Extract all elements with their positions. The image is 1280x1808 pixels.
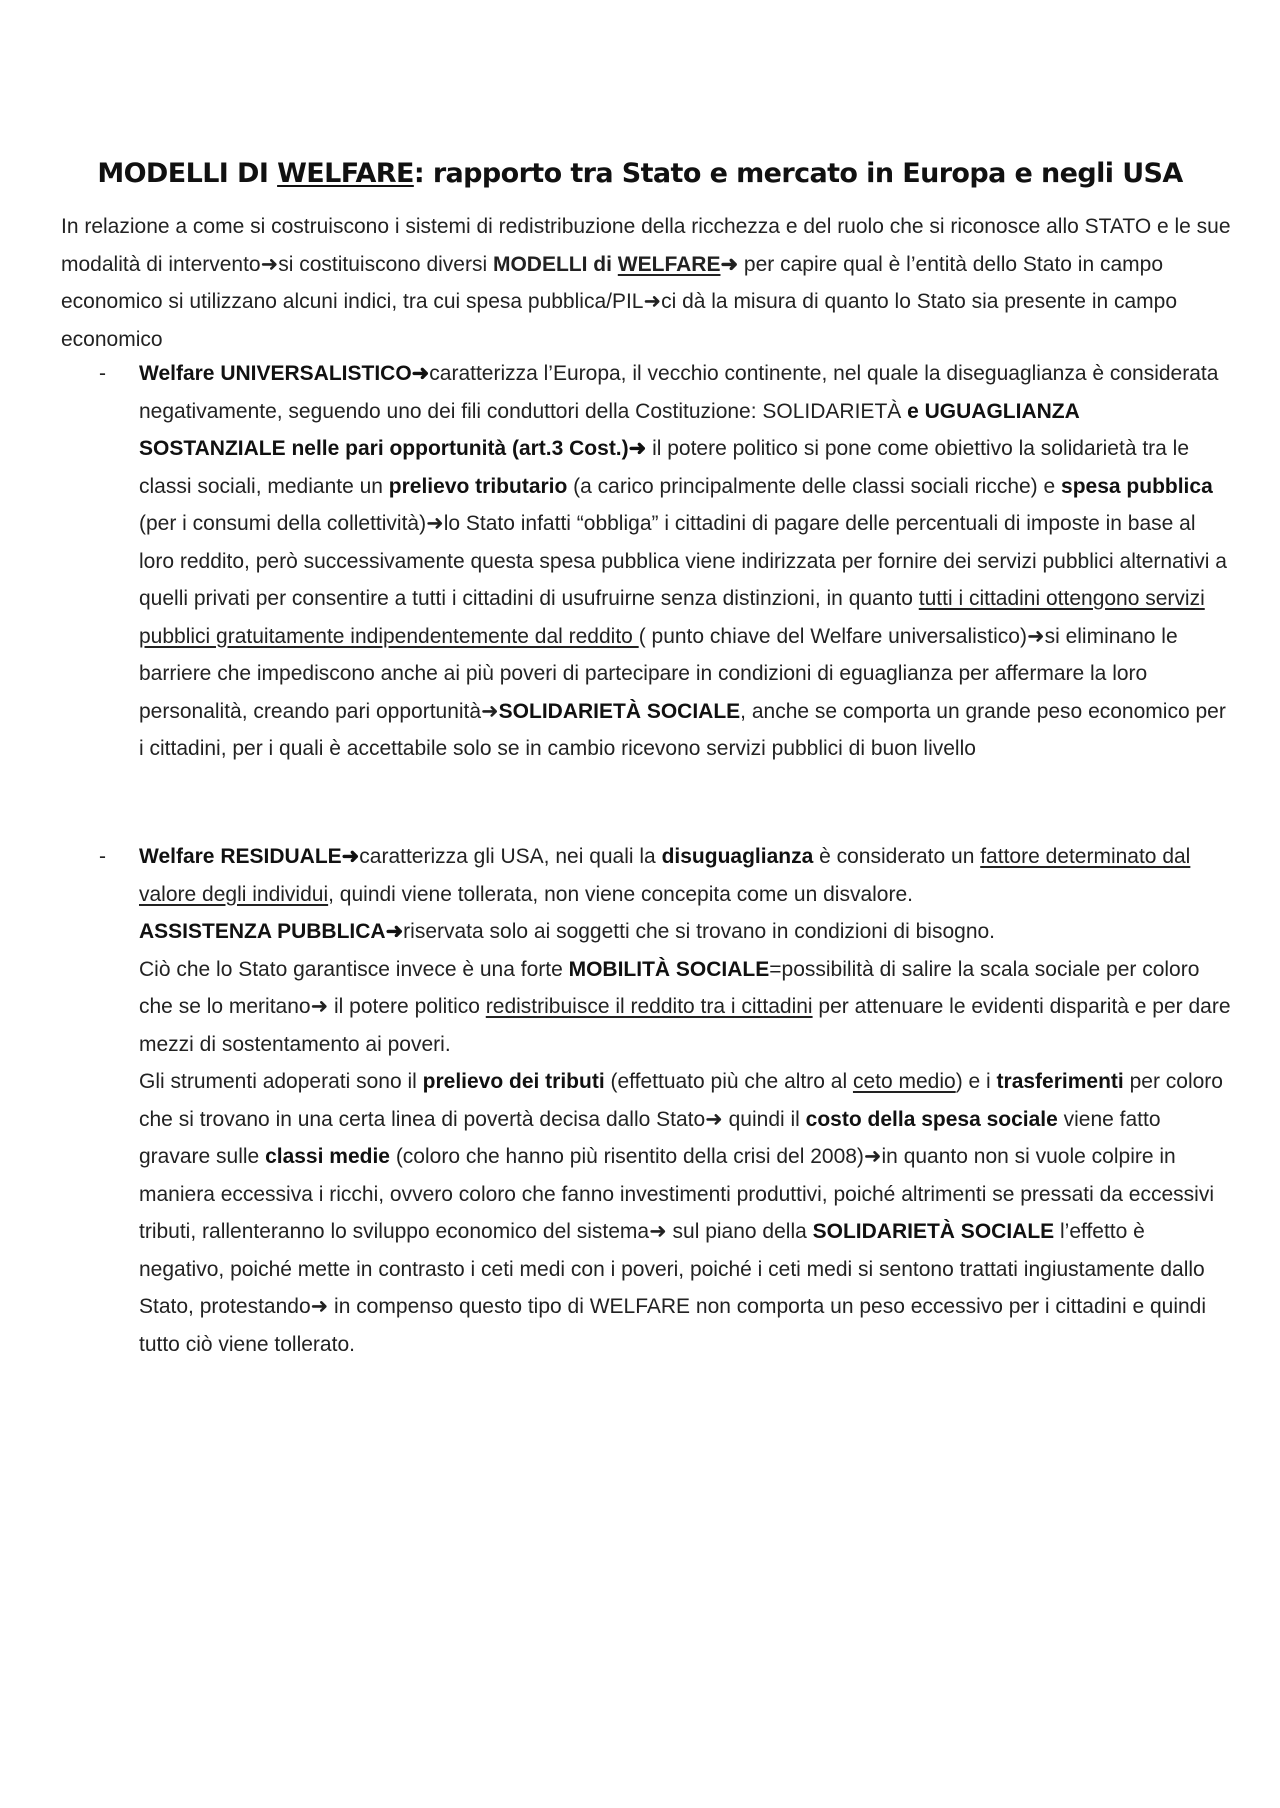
text-span: per coloro che si trovano in una certa linea di povertà decisa dallo Stato➜ quindi il: [139, 1070, 1223, 1131]
text-span: =possibilità di salire la scala sociale per coloro che se lo meritano➜ il potere politico: [139, 957, 1200, 1018]
text-span: (coloro che hanno più risentito della crisi del 2008)➜in quanto non si vuole colpire in maniera eccessiva i ricchi, ovvero coloro che fanno investimenti produttivi, poiché altrimenti se pressati da eccessivi tributi, rallenteranno lo sviluppo economico del sistema➜ sul piano della: [139, 1145, 1214, 1243]
residual-paragraph-1: [139, 838, 1231, 913]
intro-paragraph: [61, 208, 1231, 358]
underlined-span: tutti i cittadini ottengono servizi pubblici gratuitamente indipendentemente dal reddito: [139, 587, 1205, 648]
page-title: [60, 158, 1220, 189]
intro-arrow: ➜: [720, 252, 739, 276]
bold-span: prelievo tributario: [388, 474, 568, 498]
text-span: (effettuato più che altro al: [604, 1070, 853, 1093]
text-span: il potere politico si pone come obiettivo la solidarietà tra le classi sociali, mediante un: [139, 437, 1190, 498]
bold-span: e UGUAGLIANZA SOSTANZIALE nelle pari opportunità (art.3 Cost.)➜: [139, 399, 1080, 460]
text-span: caratterizza gli USA, nei quali la: [359, 845, 662, 868]
intro-text: In relazione a come si costruiscono i sistemi di redistribuzione della ricchezza e del ruolo che si riconosce allo STATO e le sue modalità di intervento➜si costituiscono diversi: [61, 215, 1231, 276]
bold-span: MOBILITÀ SOCIALE: [568, 957, 770, 981]
bullet-dash: -: [99, 845, 106, 868]
bullet-list-residual: [61, 838, 1231, 1363]
text-span: , quindi viene tollerata, non viene concepita come un disvalore.: [328, 882, 913, 906]
text-span: riservata solo ai soggetti che si trovano in condizioni di bisogno.: [403, 920, 996, 943]
title-underlined-word: WELFARE: [277, 158, 414, 189]
bullet-list-universal: [61, 355, 1231, 768]
bold-span: costo della spesa sociale: [805, 1107, 1058, 1131]
text-span: è considerato un: [813, 845, 981, 868]
residual-paragraph-4: [139, 1063, 1231, 1363]
residual-paragraph-3: [139, 951, 1231, 1064]
underlined-span: ceto medio: [852, 1070, 956, 1093]
bold-span: prelievo dei tributi: [422, 1070, 605, 1093]
text-span: per attenuare le evidenti disparità e per dare mezzi di sostentamento ai poveri.: [139, 995, 1231, 1056]
residual-paragraph-2: [139, 913, 1231, 951]
text-span: ) e i: [955, 1070, 997, 1093]
bold-span: spesa pubblica: [1061, 474, 1213, 498]
bold-label: Welfare UNIVERSALISTICO➜: [139, 362, 430, 385]
text-span: ( punto chiave del Welfare universalistico)➜si eliminano le barriere che impediscono anche ai più poveri di partecipare in condizioni di eguaglianza per affermare la loro personalità, creando pari opportunità➜: [139, 624, 1178, 723]
list-item-welfare-residuale: [61, 838, 1231, 1363]
text-span: l’effetto è negativo, poiché mette in contrasto i ceti medi con i poveri, poiché i ceti medi si sentono trattati ingiustamente dallo Stato, protestando➜ in compenso questo tipo di WELFARE non comporta un peso eccessivo per i cittadini e quindi tutto ciò viene tollerato.: [139, 1220, 1207, 1356]
intro-text-end: per capire qual è l’entità dello Stato in campo economico si utilizzano alcuni indici, tra cui spesa pubblica/PIL➜ci dà la misura di quanto lo Stato sia presente in campo economico: [61, 252, 1178, 351]
intro-bold-underlined: WELFARE: [617, 252, 721, 276]
bold-span: SOLIDARIETÀ SOCIALE: [498, 699, 741, 723]
title-text-2: : rapporto tra Stato e mercato in Europa e negli USA: [413, 158, 1183, 189]
intro-bold: MODELLI di: [492, 252, 618, 276]
bold-span: disuguaglianza: [661, 845, 814, 868]
text-span: , anche se comporta un grande peso economico per i cittadini, per i quali è accettabile solo se in cambio ricevono servizi pubblici di buon livello: [139, 699, 1226, 760]
bold-label: ASSISTENZA PUBBLICA➜: [139, 920, 404, 943]
bold-span: classi medie: [265, 1145, 390, 1168]
text-span: (a carico principalmente delle classi sociali ricche) e: [567, 474, 1062, 498]
text-span: caratterizza l’Europa, il vecchio continente, nel quale la diseguaglianza è considerata negativamente, seguendo uno dei fili conduttori della Costituzione: SOLIDARIETÀ: [139, 362, 1219, 423]
underlined-span: fattore determinato dal valore degli individui: [139, 845, 1191, 906]
text-span: (per i consumi della collettività)➜lo Stato infatti “obbliga” i cittadini di pagare delle percentuali di imposte in base al loro reddito, però successivamente questa spesa pubblica viene indirizzata per fornire dei servizi pubblici alternativi a quelli privati per consentire a tutti i cittadini di usufruirne senza distinzioni, in quanto: [139, 512, 1227, 610]
bold-span: trasferimenti: [996, 1070, 1124, 1093]
bold-label: Welfare RESIDUALE➜: [139, 845, 360, 868]
text-span: Gli strumenti adoperati sono il: [139, 1070, 423, 1093]
text-span: Ciò che lo Stato garantisce invece è una forte: [139, 957, 569, 981]
text-span: viene fatto gravare sulle: [139, 1107, 1161, 1168]
bold-span: SOLIDARIETÀ SOCIALE: [812, 1220, 1055, 1243]
title-text-1: MODELLI DI: [97, 158, 278, 189]
bullet-dash: -: [99, 362, 106, 385]
list-item-welfare-universalistico: [61, 355, 1231, 768]
underlined-span: redistribuisce il reddito tra i cittadini: [485, 995, 813, 1018]
